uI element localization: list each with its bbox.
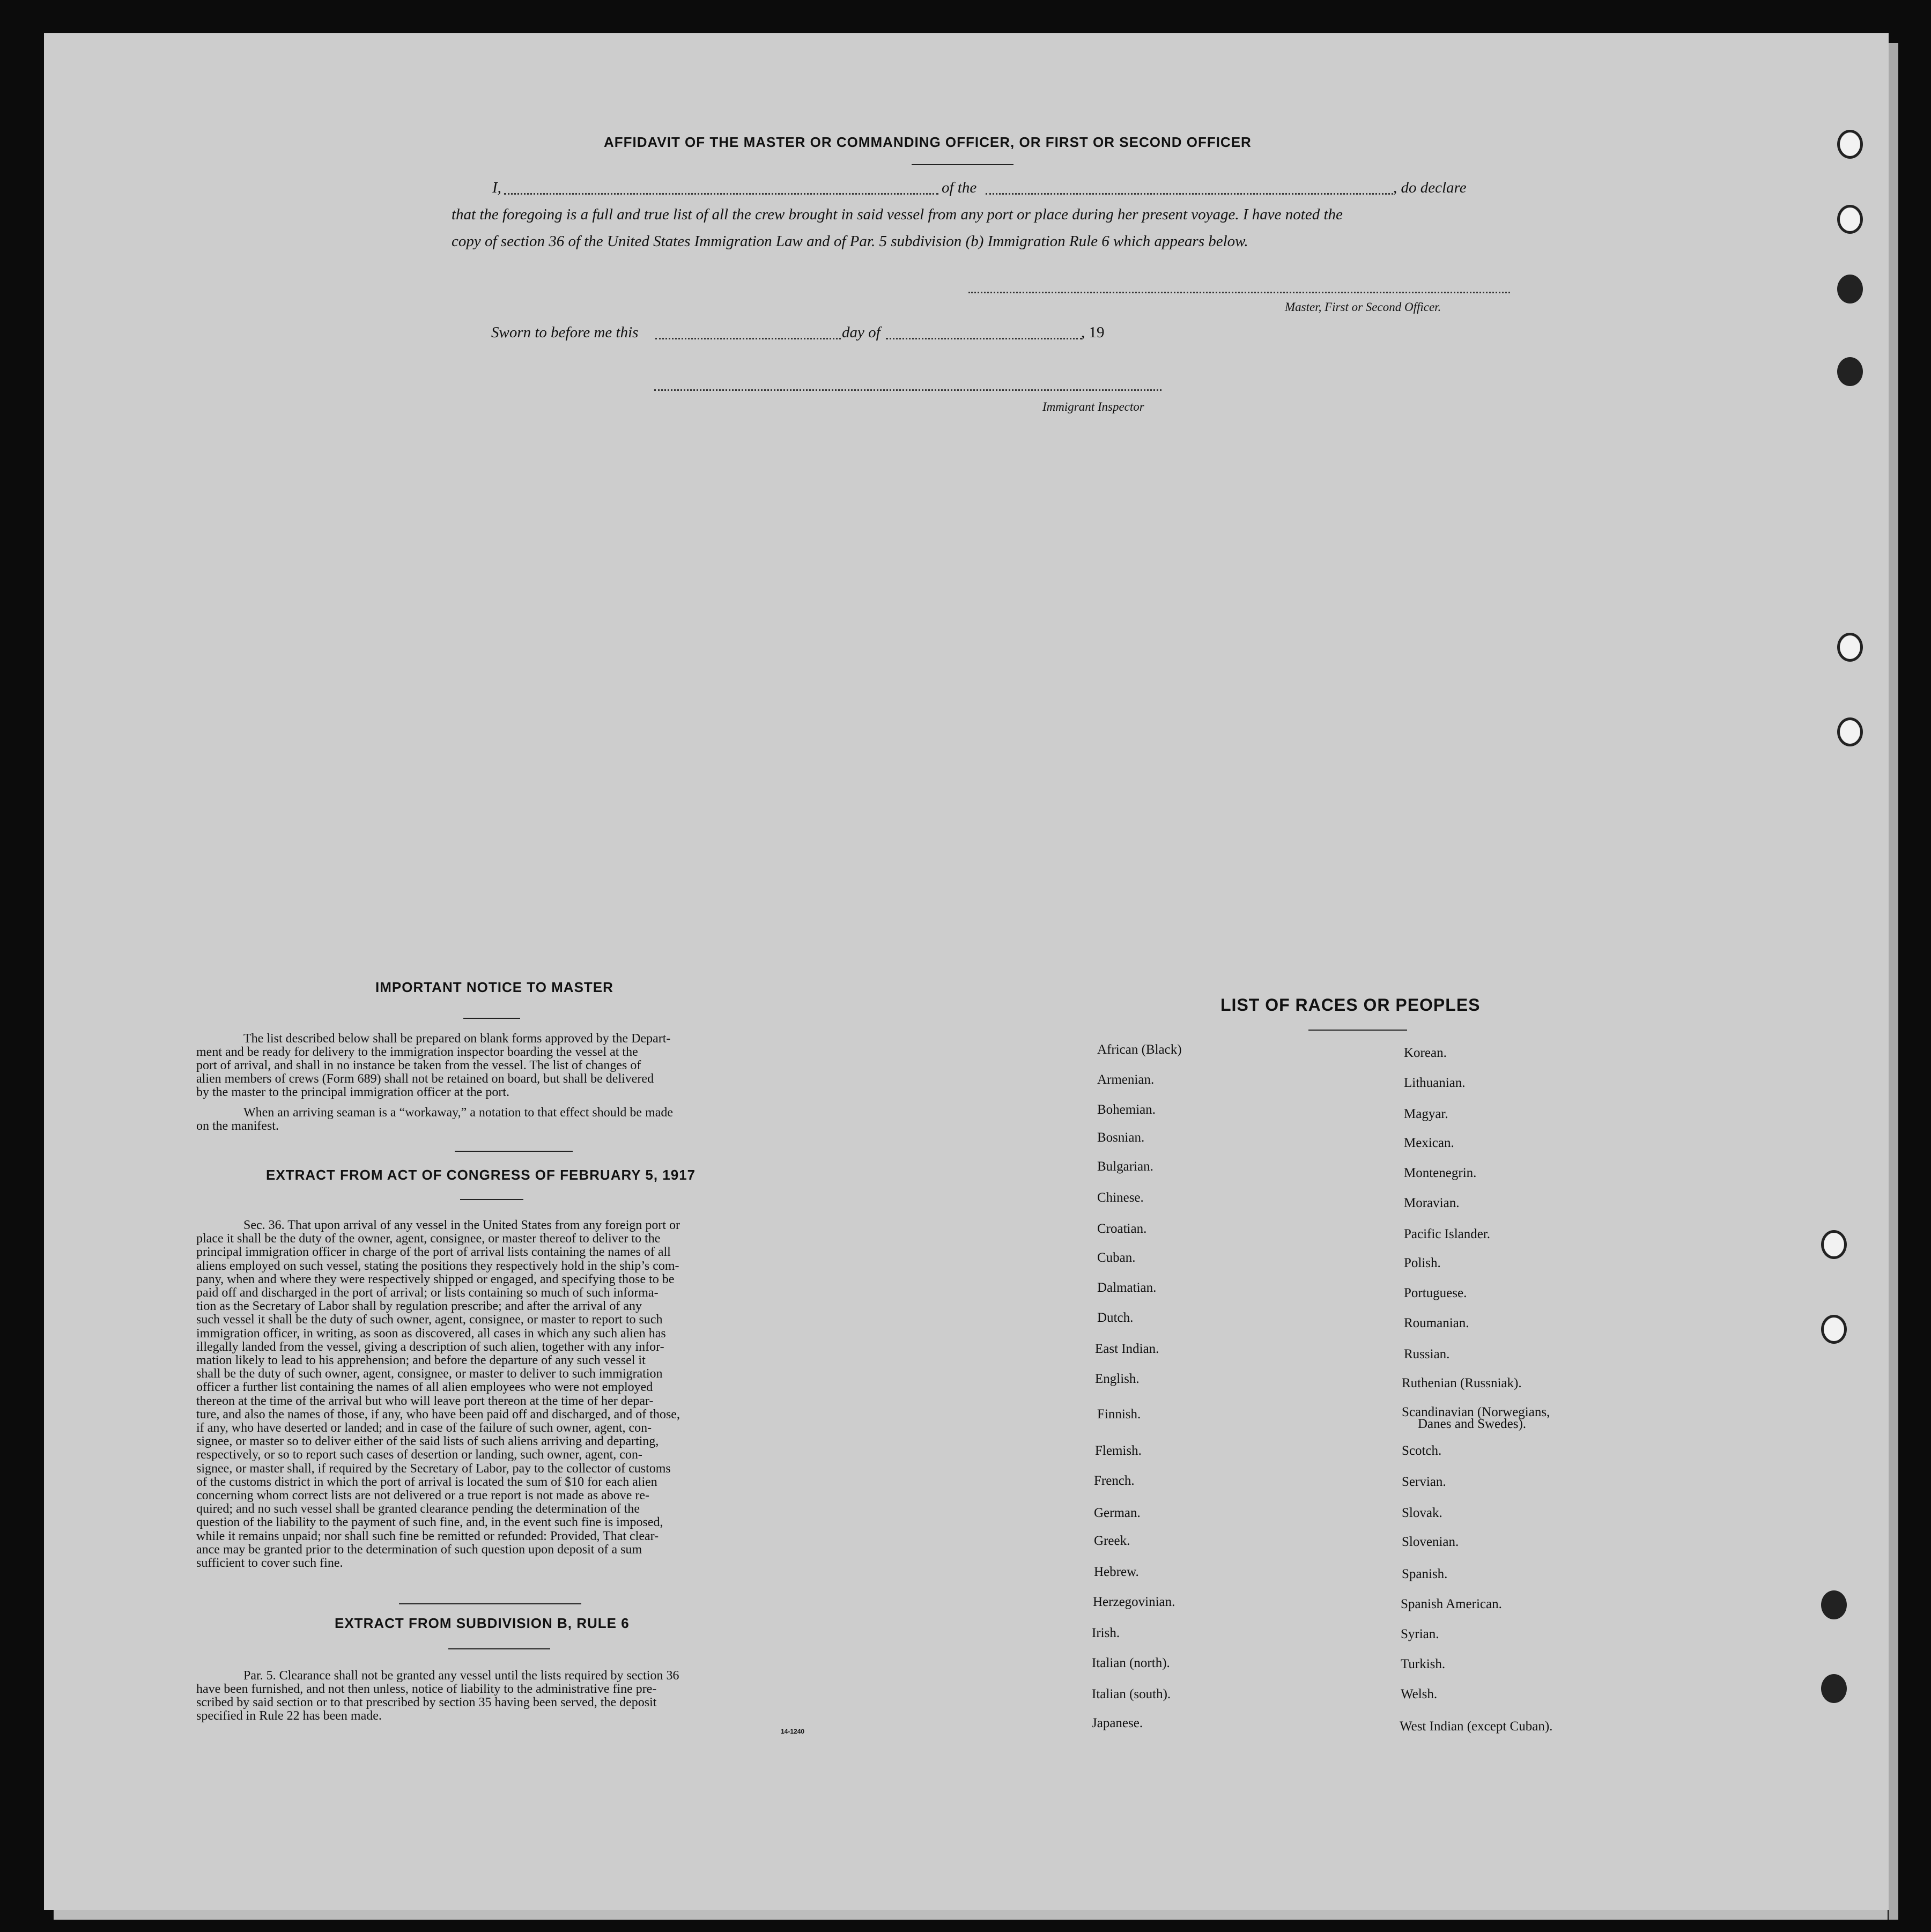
affidavit-title: AFFIDAVIT OF THE MASTER OR COMMANDING OFFICER, OR FIRST OR SECOND OFFICER bbox=[604, 134, 1252, 150]
affidavit-declare: , do declare bbox=[1393, 179, 1467, 196]
text-line: pany, when and where they were respectively shipped or engaged, and specifying those to be bbox=[196, 1272, 675, 1286]
punch-hole bbox=[1837, 130, 1863, 159]
affidavit-line2: that the foregoing is a full and true list of all the crew brought in said vessel from any port or place during her present voyage. I have noted the bbox=[452, 206, 1343, 223]
punch-hole bbox=[1821, 1590, 1847, 1619]
text-line: When an arriving seaman is a “workaway,” a notation to that effect should be made bbox=[243, 1106, 674, 1120]
text-line: immigration officer, in writing, as soon as discovered, all cases in which any such alien has bbox=[196, 1326, 666, 1341]
race-item: Cuban. bbox=[1097, 1250, 1136, 1265]
text-line: Par. 5. Clearance shall not be granted any vessel until the lists required by section 36 bbox=[243, 1669, 679, 1683]
sworn-label: Sworn to before me this bbox=[491, 324, 639, 341]
affidavit-i: I, bbox=[492, 179, 501, 196]
race-item: Welsh. bbox=[1401, 1687, 1438, 1701]
race-item: Korean. bbox=[1404, 1046, 1447, 1060]
race-item: Chinese. bbox=[1097, 1190, 1144, 1205]
punch-hole bbox=[1837, 357, 1863, 386]
rule-title: EXTRACT FROM SUBDIVISION B, RULE 6 bbox=[335, 1615, 630, 1631]
text-line: question of the liability to the payment of such fine, and, in the event such fine is imposed, bbox=[196, 1515, 663, 1530]
race-item: Magyar. bbox=[1404, 1107, 1448, 1121]
notice-title: IMPORTANT NOTICE TO MASTER bbox=[375, 979, 613, 995]
text-line: on the manifest. bbox=[196, 1119, 279, 1133]
race-item: Japanese. bbox=[1092, 1716, 1143, 1730]
race-item: Slovak. bbox=[1402, 1506, 1442, 1520]
punch-hole bbox=[1837, 717, 1863, 746]
race-item: Dutch. bbox=[1097, 1311, 1134, 1325]
text-line: ture, and also the names of those, if any, who have been paid off and discharged, and of those, bbox=[196, 1407, 680, 1422]
rule-divider bbox=[448, 1648, 550, 1649]
race-item: German. bbox=[1094, 1506, 1141, 1520]
text-line: quired; and no such vessel shall be granted clearance pending the determination of the bbox=[196, 1502, 640, 1516]
race-item: Spanish American. bbox=[1401, 1597, 1502, 1611]
title-divider bbox=[912, 164, 1013, 165]
affidavit-of-the: of the bbox=[942, 179, 977, 196]
race-item: Lithuanian. bbox=[1404, 1076, 1466, 1090]
manifest-page bbox=[44, 33, 1889, 1910]
punch-hole bbox=[1821, 1315, 1847, 1344]
race-item: Italian (north). bbox=[1092, 1656, 1170, 1670]
punch-hole bbox=[1837, 633, 1863, 662]
text-line: principal immigration officer in charge of the port of arrival lists containing the names of all bbox=[196, 1245, 671, 1260]
race-item: Ruthenian (Russniak). bbox=[1402, 1376, 1522, 1390]
text-line: place it shall be the duty of the owner, agent, consignee, or master thereof to deliver to the bbox=[196, 1232, 661, 1246]
text-line: have been furnished, and not then unless, notice of liability to the administrative fine pre- bbox=[196, 1682, 657, 1696]
race-item: Hebrew. bbox=[1094, 1565, 1139, 1579]
text-line: sufficient to cover such fine. bbox=[196, 1556, 343, 1570]
race-item: Bosnian. bbox=[1097, 1130, 1145, 1145]
text-line: aliens employed on such vessel, stating the positions they respectively hold in the ship’s com- bbox=[196, 1259, 679, 1273]
text-line: by the master to the principal immigration officer at the port. bbox=[196, 1085, 510, 1099]
act-title: EXTRACT FROM ACT OF CONGRESS OF FEBRUARY 5, 1917 bbox=[266, 1167, 696, 1183]
text-line: The list described below shall be prepared on blank forms approved by the Depart- bbox=[243, 1032, 671, 1046]
master-signature-label: Master, First or Second Officer. bbox=[1285, 300, 1441, 314]
name-field[interactable] bbox=[504, 193, 938, 195]
notice-divider bbox=[463, 1018, 520, 1019]
text-line: while it remains unpaid; nor shall such fine be remitted or refunded: Provided, That clear- bbox=[196, 1529, 659, 1543]
text-line: signee, or master so to deliver either of the said lists of such aliens arriving and departing, bbox=[196, 1434, 659, 1449]
race-item: Irish. bbox=[1092, 1626, 1120, 1640]
race-item: Italian (south). bbox=[1092, 1687, 1171, 1701]
text-line: thereon at the time of the arrival but who will leave port thereon at the time of her depar- bbox=[196, 1394, 654, 1408]
inspector-signature-field[interactable] bbox=[654, 389, 1161, 391]
text-line: if any, who have deserted or landed; and in case of the failure of such owner, agent, con- bbox=[196, 1421, 652, 1435]
race-item: Montenegrin. bbox=[1404, 1166, 1477, 1180]
text-line: illegally landed from the vessel, giving a description of such alien, together with any infor- bbox=[196, 1339, 664, 1354]
race-item: Roumanian. bbox=[1404, 1316, 1469, 1330]
text-line: mation likely to lead to his apprehension; and before the departure of any such vessel it bbox=[196, 1353, 646, 1367]
text-line: signee, or master shall, if required by the Secretary of Labor, pay to the collector of customs bbox=[196, 1461, 671, 1476]
sworn-month-field[interactable] bbox=[886, 338, 1082, 339]
text-line: paid off and discharged in the port of arrival; or lists containing so much of such informa- bbox=[196, 1286, 659, 1300]
text-line: respectively, or so to report such cases of desertion or landing, such owner, agent, con- bbox=[196, 1448, 642, 1462]
text-line: Sec. 36. That upon arrival of any vessel in the United States from any foreign port or bbox=[243, 1218, 680, 1232]
races-divider bbox=[1308, 1030, 1407, 1031]
text-line: scribed by said section or to that prescribed by section 35 having been served, the deposit bbox=[196, 1696, 657, 1709]
race-item: East Indian. bbox=[1095, 1342, 1159, 1356]
act-divider bbox=[460, 1199, 523, 1200]
text-line: shall be the duty of such owner, agent, consignee, or master to deliver to such immigration bbox=[196, 1367, 663, 1381]
race-item: Slovenian. bbox=[1402, 1535, 1459, 1549]
day-of-label: day of bbox=[842, 324, 881, 341]
text-line: ment and be ready for delivery to the immigration inspector boarding the vessel at the bbox=[196, 1045, 638, 1059]
race-item: French. bbox=[1094, 1474, 1135, 1488]
race-item: Servian. bbox=[1402, 1475, 1446, 1489]
section-divider bbox=[399, 1603, 581, 1604]
text-line: concerning whom correct lists are not delivered or a true report is not made as above re- bbox=[196, 1489, 650, 1502]
race-item: Danes and Swedes). bbox=[1418, 1417, 1527, 1431]
sworn-day-field[interactable] bbox=[655, 338, 841, 339]
master-signature-field[interactable] bbox=[968, 292, 1510, 293]
punch-hole bbox=[1837, 205, 1863, 234]
race-item: Moravian. bbox=[1404, 1196, 1460, 1210]
race-item: Pacific Islander. bbox=[1404, 1227, 1491, 1241]
text-line: port of arrival, and shall in no instance be taken from the vessel. The list of changes of bbox=[196, 1058, 641, 1072]
race-item: Spanish. bbox=[1402, 1567, 1448, 1581]
punch-hole bbox=[1821, 1674, 1847, 1703]
races-title: LIST OF RACES OR PEOPLES bbox=[1220, 995, 1481, 1015]
race-item: Bulgarian. bbox=[1097, 1159, 1153, 1174]
race-item: Scotch. bbox=[1402, 1444, 1442, 1458]
race-item: Finnish. bbox=[1097, 1407, 1141, 1422]
race-item: Mexican. bbox=[1404, 1136, 1454, 1150]
race-item: Turkish. bbox=[1401, 1657, 1446, 1671]
race-item: Portuguese. bbox=[1404, 1286, 1467, 1300]
text-line: ance may be granted prior to the determination of such question upon deposit of a sum bbox=[196, 1542, 642, 1557]
race-item: Scandinavian (Norwegians, bbox=[1402, 1405, 1550, 1419]
punch-hole bbox=[1821, 1230, 1847, 1259]
form-number: 14-1240 bbox=[781, 1728, 805, 1735]
race-item: Syrian. bbox=[1401, 1627, 1439, 1641]
race-item: Bohemian. bbox=[1097, 1102, 1156, 1117]
year-label: , 19 bbox=[1081, 324, 1105, 341]
race-item: Croatian. bbox=[1097, 1222, 1147, 1236]
affidavit-line3: copy of section 36 of the United States Immigration Law and of Par. 5 subdivision (b) Immigration Rule 6 which appears below. bbox=[452, 233, 1248, 250]
race-item: Polish. bbox=[1404, 1256, 1441, 1270]
race-item: West Indian (except Cuban). bbox=[1400, 1719, 1553, 1734]
race-item: Herzegovinian. bbox=[1093, 1595, 1175, 1609]
text-line: such vessel it shall be the duty of such owner, agent, consignee, or master to report to such bbox=[196, 1313, 663, 1327]
race-item: English. bbox=[1095, 1372, 1140, 1386]
punch-hole bbox=[1837, 275, 1863, 304]
back-sheet-edge bbox=[1889, 43, 1898, 1920]
race-item: Russian. bbox=[1404, 1347, 1450, 1361]
race-item: Armenian. bbox=[1097, 1072, 1155, 1087]
race-item: Flemish. bbox=[1095, 1444, 1142, 1458]
race-item: African (Black) bbox=[1097, 1042, 1182, 1057]
section-divider bbox=[455, 1151, 573, 1152]
inspector-signature-label: Immigrant Inspector bbox=[1042, 400, 1144, 413]
vessel-field[interactable] bbox=[986, 193, 1393, 195]
text-line: alien members of crews (Form 689) shall not be retained on board, but shall be delivered bbox=[196, 1072, 654, 1086]
text-line: officer a further list containing the names of all alien employees who were not employed bbox=[196, 1380, 653, 1395]
text-line: of the customs district in which the port of arrival is located the sum of $10 for each alien bbox=[196, 1475, 657, 1489]
text-line: specified in Rule 22 has been made. bbox=[196, 1709, 382, 1723]
race-item: Greek. bbox=[1094, 1534, 1130, 1548]
text-line: tion as the Secretary of Labor shall by regulation prescribe; and after the arrival of any bbox=[196, 1299, 642, 1314]
race-item: Dalmatian. bbox=[1097, 1280, 1157, 1295]
